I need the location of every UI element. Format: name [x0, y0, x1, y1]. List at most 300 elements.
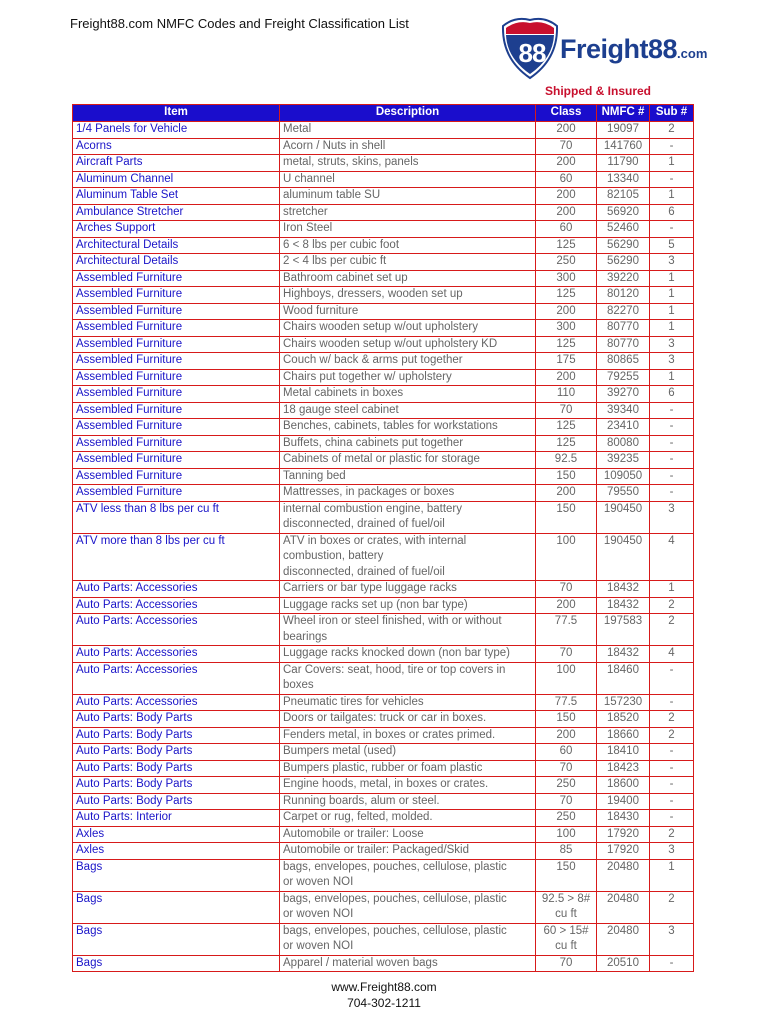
- table-header-row: [73, 105, 694, 122]
- item-cell-text: Bags: [76, 956, 103, 969]
- sub-cell-text: 5: [668, 238, 675, 251]
- class-cell-text: 125: [556, 337, 576, 350]
- class-cell: [536, 402, 597, 419]
- nmfc-cell-text: 17920: [607, 844, 639, 856]
- item-cell: [73, 810, 280, 827]
- footer-website[interactable]: www.Freight88.com: [331, 980, 437, 994]
- sub-cell-text: 4: [668, 647, 675, 659]
- nmfc-cell-text: 190450: [603, 534, 643, 547]
- description-cell: [280, 237, 536, 254]
- item-cell-text: Assembled Furniture: [76, 304, 183, 317]
- nmfc-cell: [597, 581, 650, 598]
- sub-cell-text: 1: [668, 304, 675, 317]
- class-cell: [536, 369, 597, 386]
- class-cell-text: 200: [556, 370, 576, 383]
- table-row: [73, 468, 694, 485]
- table-row: [73, 402, 694, 419]
- item-cell-text: 1/4 Panels for Vehicle: [76, 123, 188, 135]
- item-cell-text: Auto Parts: Accessories: [76, 663, 198, 676]
- table-body: [73, 122, 694, 972]
- item-cell: [73, 744, 280, 761]
- sub-cell: [650, 581, 694, 598]
- class-cell: [536, 270, 597, 287]
- sub-cell-text: 1: [668, 271, 675, 284]
- description-cell-text: internal combustion engine, battery disconnected, drained of fuel/oil: [283, 502, 462, 530]
- sub-cell: [650, 188, 694, 205]
- class-cell-text: 100: [556, 534, 576, 547]
- nmfc-cell-text: 190450: [603, 502, 643, 515]
- nmfc-cell-text: 56290: [607, 238, 639, 251]
- class-cell: [536, 843, 597, 860]
- sub-cell: [650, 614, 694, 646]
- class-cell: [536, 435, 597, 452]
- item-cell-text: Aircraft Parts: [76, 156, 143, 168]
- nmfc-cell: [597, 727, 650, 744]
- nmfc-cell-text: 20510: [607, 956, 639, 969]
- sub-cell-text: -: [669, 172, 674, 185]
- description-cell-text: Mattresses, in packages or boxes: [283, 486, 455, 498]
- class-cell: [536, 777, 597, 794]
- description-cell-text: bags, envelopes, pouches, cellulose, plastic or woven NOI: [283, 892, 507, 920]
- class-cell-text: 70: [559, 403, 573, 416]
- description-cell: [280, 826, 536, 843]
- description-cell: [280, 859, 536, 891]
- description-cell-text: bags, envelopes, pouches, cellulose, plastic or woven NOI: [283, 860, 507, 888]
- sub-cell-text: -: [669, 956, 674, 969]
- class-cell-text: 70: [559, 582, 573, 594]
- class-cell: [536, 171, 597, 188]
- footer-phone: 704-302-1211: [347, 996, 421, 1010]
- description-cell: [280, 336, 536, 353]
- nmfc-cell-text: 82270: [607, 304, 639, 317]
- description-cell-text: stretcher: [283, 205, 328, 218]
- class-cell: [536, 419, 597, 436]
- sub-cell: [650, 204, 694, 221]
- class-cell-text: 200: [556, 598, 576, 611]
- freight88-logo[interactable]: [500, 14, 710, 84]
- item-cell-text: Bags: [76, 860, 103, 873]
- nmfc-cell-text: 23410: [607, 420, 639, 432]
- description-cell: [280, 221, 536, 238]
- class-cell-text: 92.5 > 8# cu ft: [541, 892, 591, 920]
- description-cell-text: 18 gauge steel cabinet: [283, 403, 399, 416]
- sub-cell-text: 2: [668, 615, 675, 627]
- logo-domain: .com: [677, 46, 708, 61]
- table-row: [73, 188, 694, 205]
- sub-cell-text: 2: [668, 598, 675, 611]
- description-cell-text: Engine hoods, metal, in boxes or crates.: [283, 778, 489, 790]
- table-row: [73, 155, 694, 172]
- item-cell-text: Auto Parts: Body Parts: [76, 728, 193, 741]
- description-cell: [280, 353, 536, 370]
- class-cell-text: 150: [556, 860, 576, 873]
- class-cell-text: 125: [556, 238, 576, 251]
- nmfc-cell-text: 18600: [607, 778, 639, 790]
- description-cell-text: Pneumatic tires for vehicles: [283, 695, 424, 708]
- nmfc-cell: [597, 662, 650, 694]
- nmfc-cell: [597, 287, 650, 304]
- item-cell-text: Auto Parts: Accessories: [76, 598, 198, 611]
- class-cell: [536, 744, 597, 761]
- class-cell: [536, 303, 597, 320]
- sub-cell-text: 1: [668, 582, 675, 594]
- table-row: [73, 859, 694, 891]
- description-cell: [280, 435, 536, 452]
- nmfc-cell: [597, 923, 650, 955]
- description-cell-text: Benches, cabinets, tables for workstations: [283, 420, 498, 432]
- item-cell: [73, 419, 280, 436]
- description-cell-text: aluminum table SU: [283, 189, 381, 201]
- class-cell-text: 85: [559, 844, 573, 856]
- class-cell-text: 150: [556, 712, 576, 724]
- sub-cell-text: -: [669, 695, 674, 708]
- description-cell-text: Metal cabinets in boxes: [283, 387, 404, 399]
- description-cell: [280, 843, 536, 860]
- class-cell-text: 100: [556, 663, 576, 676]
- sub-cell-text: -: [669, 222, 674, 234]
- class-cell-text: 125: [556, 420, 576, 432]
- sub-cell: [650, 452, 694, 469]
- item-cell: [73, 711, 280, 728]
- nmfc-cell: [597, 221, 650, 238]
- class-cell: [536, 711, 597, 728]
- description-cell: [280, 711, 536, 728]
- item-cell-text: Auto Parts: Body Parts: [76, 794, 193, 807]
- nmfc-cell-text: 20480: [607, 924, 639, 937]
- nmfc-cell: [597, 646, 650, 663]
- description-cell: [280, 501, 536, 533]
- description-cell: [280, 204, 536, 221]
- class-cell: [536, 501, 597, 533]
- item-cell-text: Auto Parts: Accessories: [76, 695, 198, 708]
- class-cell: [536, 793, 597, 810]
- nmfc-cell-text: 80865: [607, 354, 639, 366]
- nmfc-cell-text: 141760: [603, 139, 643, 152]
- class-cell: [536, 452, 597, 469]
- description-cell: [280, 171, 536, 188]
- sub-cell-text: -: [669, 139, 674, 152]
- description-cell: [280, 646, 536, 663]
- item-cell: [73, 287, 280, 304]
- nmfc-cell: [597, 597, 650, 614]
- sub-cell: [650, 237, 694, 254]
- description-cell-text: Carpet or rug, felted, molded.: [283, 811, 433, 823]
- table-row: [73, 777, 694, 794]
- table-row: [73, 614, 694, 646]
- description-cell: [280, 369, 536, 386]
- class-cell: [536, 646, 597, 663]
- nmfc-cell-text: 18432: [607, 582, 639, 594]
- table-row: [73, 597, 694, 614]
- nmfc-cell: [597, 694, 650, 711]
- nmfc-cell-text: 80120: [607, 288, 639, 300]
- description-cell: [280, 419, 536, 436]
- item-cell: [73, 303, 280, 320]
- sub-cell-text: 2: [668, 827, 675, 840]
- item-cell: [73, 727, 280, 744]
- nmfc-cell-text: 82105: [607, 189, 639, 201]
- nmfc-cell-text: 197583: [603, 615, 643, 627]
- table-row: [73, 955, 694, 972]
- class-cell-text: 77.5: [554, 695, 578, 708]
- item-cell: [73, 843, 280, 860]
- class-cell-text: 250: [556, 255, 576, 267]
- item-cell-text: ATV less than 8 lbs per cu ft: [76, 502, 219, 515]
- description-cell: [280, 270, 536, 287]
- sub-cell-text: 4: [668, 534, 675, 547]
- table-row: [73, 452, 694, 469]
- table-row: [73, 727, 694, 744]
- description-cell-text: Doors or tailgates: truck or car in boxes.: [283, 712, 487, 724]
- sub-cell: [650, 744, 694, 761]
- nmfc-cell: [597, 336, 650, 353]
- description-cell-text: Bathroom cabinet set up: [283, 271, 408, 284]
- nmfc-cell-text: 18423: [607, 761, 639, 774]
- column-header-nmfc: NMFC #: [597, 105, 650, 122]
- nmfc-cell: [597, 419, 650, 436]
- table-row: [73, 353, 694, 370]
- class-cell: [536, 320, 597, 337]
- item-cell: [73, 155, 280, 172]
- class-cell-text: 60: [559, 172, 573, 185]
- item-cell: [73, 777, 280, 794]
- description-cell: [280, 891, 536, 923]
- description-cell: [280, 188, 536, 205]
- nmfc-cell: [597, 955, 650, 972]
- logo-number: 88: [518, 38, 546, 68]
- description-cell: [280, 287, 536, 304]
- nmfc-cell-text: 157230: [603, 695, 643, 708]
- class-cell: [536, 204, 597, 221]
- item-cell-text: Auto Parts: Accessories: [76, 582, 198, 594]
- sub-cell: [650, 221, 694, 238]
- item-cell-text: Assembled Furniture: [76, 436, 183, 449]
- sub-cell: [650, 254, 694, 271]
- item-cell: [73, 485, 280, 502]
- sub-cell-text: 2: [668, 123, 675, 135]
- description-cell-text: Chairs put together w/ upholstery: [283, 370, 452, 383]
- sub-cell-text: 3: [668, 337, 675, 350]
- item-cell-text: Auto Parts: Body Parts: [76, 778, 193, 790]
- table-row: [73, 662, 694, 694]
- nmfc-cell: [597, 826, 650, 843]
- description-cell: [280, 533, 536, 581]
- column-header-description: Description: [280, 105, 536, 122]
- item-cell-text: Architectural Details: [76, 255, 179, 267]
- nmfc-cell: [597, 760, 650, 777]
- sub-cell: [650, 501, 694, 533]
- item-cell-text: Assembled Furniture: [76, 337, 183, 350]
- description-cell-text: Buffets, china cabinets put together: [283, 436, 464, 449]
- table-row: [73, 138, 694, 155]
- description-cell: [280, 581, 536, 598]
- nmfc-cell-text: 19097: [607, 123, 639, 135]
- sub-cell-text: -: [669, 811, 674, 823]
- class-cell: [536, 353, 597, 370]
- class-cell: [536, 485, 597, 502]
- class-cell-text: 150: [556, 502, 576, 515]
- item-cell: [73, 955, 280, 972]
- nmfc-cell: [597, 810, 650, 827]
- item-cell: [73, 533, 280, 581]
- sub-cell: [650, 646, 694, 663]
- sub-cell-text: -: [669, 761, 674, 774]
- description-cell: [280, 402, 536, 419]
- class-cell-text: 60: [559, 745, 573, 757]
- column-header-sub: Sub #: [650, 105, 694, 122]
- nmfc-cell: [597, 254, 650, 271]
- sub-cell: [650, 270, 694, 287]
- item-cell: [73, 122, 280, 139]
- class-cell: [536, 727, 597, 744]
- class-cell: [536, 254, 597, 271]
- item-cell: [73, 336, 280, 353]
- item-cell: [73, 138, 280, 155]
- nmfc-cell-text: 20480: [607, 860, 639, 873]
- table-row: [73, 386, 694, 403]
- document-title: Freight88.com NMFC Codes and Freight Classification List: [70, 16, 409, 31]
- description-cell-text: Luggage racks set up (non bar type): [283, 598, 468, 611]
- class-cell-text: 250: [556, 778, 576, 790]
- sub-cell: [650, 485, 694, 502]
- column-header-item: Item: [73, 105, 280, 122]
- nmfc-cell-text: 52460: [607, 222, 639, 234]
- sub-cell-text: -: [669, 745, 674, 757]
- sub-cell-text: -: [669, 420, 674, 432]
- table-row: [73, 744, 694, 761]
- class-cell-text: 250: [556, 811, 576, 823]
- nmfc-cell-text: 56920: [607, 205, 639, 218]
- sub-cell: [650, 694, 694, 711]
- class-cell-text: 150: [556, 469, 576, 482]
- item-cell-text: Bags: [76, 892, 103, 905]
- table-row: [73, 435, 694, 452]
- nmfc-cell: [597, 188, 650, 205]
- description-cell-text: U channel: [283, 172, 335, 185]
- nmfc-cell: [597, 435, 650, 452]
- table-row: [73, 843, 694, 860]
- sub-cell: [650, 303, 694, 320]
- nmfc-cell-text: 80080: [607, 436, 639, 449]
- item-cell-text: Assembled Furniture: [76, 321, 183, 333]
- class-cell-text: 200: [556, 205, 576, 218]
- item-cell: [73, 402, 280, 419]
- description-cell: [280, 923, 536, 955]
- description-cell-text: Luggage racks knocked down (non bar type): [283, 647, 510, 659]
- table-row: [73, 122, 694, 139]
- nmfc-cell-text: 18460: [607, 663, 639, 676]
- nmfc-cell: [597, 891, 650, 923]
- sub-cell-text: -: [669, 778, 674, 790]
- class-cell-text: 70: [559, 956, 573, 969]
- sub-cell-text: 3: [668, 924, 675, 937]
- table-row: [73, 760, 694, 777]
- nmfc-cell: [597, 122, 650, 139]
- sub-cell: [650, 402, 694, 419]
- description-cell-text: Couch w/ back & arms put together: [283, 354, 463, 366]
- sub-cell: [650, 662, 694, 694]
- nmfc-cell-text: 79550: [607, 486, 639, 498]
- class-cell: [536, 662, 597, 694]
- description-cell-text: bags, envelopes, pouches, cellulose, plastic or woven NOI: [283, 924, 507, 952]
- item-cell-text: ATV more than 8 lbs per cu ft: [76, 534, 225, 547]
- sub-cell-text: 6: [668, 205, 675, 218]
- description-cell-text: ATV in boxes or crates, with internal combustion, battery disconnected, drained of fuel/oil: [283, 534, 467, 578]
- nmfc-cell: [597, 237, 650, 254]
- class-cell: [536, 188, 597, 205]
- description-cell: [280, 955, 536, 972]
- item-cell: [73, 468, 280, 485]
- sub-cell: [650, 760, 694, 777]
- nmfc-cell: [597, 614, 650, 646]
- description-cell: [280, 760, 536, 777]
- item-cell: [73, 254, 280, 271]
- item-cell-text: Auto Parts: Accessories: [76, 647, 198, 659]
- table-row: [73, 810, 694, 827]
- description-cell: [280, 468, 536, 485]
- item-cell: [73, 237, 280, 254]
- tagline: Shipped & Insured: [545, 84, 652, 98]
- table-row: [73, 171, 694, 188]
- class-cell-text: 300: [556, 271, 576, 284]
- nmfc-cell-text: 56290: [607, 255, 639, 267]
- item-cell: [73, 188, 280, 205]
- description-cell-text: Fenders metal, in boxes or crates primed.: [283, 728, 496, 741]
- item-cell: [73, 760, 280, 777]
- class-cell-text: 60: [559, 222, 573, 234]
- sub-cell: [650, 810, 694, 827]
- nmfc-cell-text: 20480: [607, 892, 639, 905]
- table-row: [73, 336, 694, 353]
- nmfc-cell: [597, 744, 650, 761]
- item-cell: [73, 435, 280, 452]
- description-cell: [280, 122, 536, 139]
- description-cell: [280, 694, 536, 711]
- description-cell: [280, 727, 536, 744]
- item-cell-text: Auto Parts: Body Parts: [76, 745, 193, 757]
- item-cell-text: Auto Parts: Body Parts: [76, 712, 193, 724]
- table-row: [73, 694, 694, 711]
- sub-cell: [650, 468, 694, 485]
- item-cell-text: Assembled Furniture: [76, 453, 183, 465]
- nmfc-cell: [597, 711, 650, 728]
- description-cell: [280, 138, 536, 155]
- description-cell-text: Running boards, alum or steel.: [283, 794, 440, 807]
- table-row: [73, 533, 694, 581]
- item-cell: [73, 646, 280, 663]
- nmfc-cell: [597, 171, 650, 188]
- class-cell: [536, 386, 597, 403]
- sub-cell-text: 3: [668, 354, 675, 366]
- description-cell-text: Bumpers plastic, rubber or foam plastic: [283, 761, 483, 774]
- item-cell: [73, 891, 280, 923]
- sub-cell-text: 2: [668, 712, 675, 724]
- class-cell: [536, 859, 597, 891]
- item-cell-text: Assembled Furniture: [76, 271, 183, 284]
- nmfc-cell-text: 39340: [607, 403, 639, 416]
- nmfc-cell-text: 39270: [607, 387, 639, 399]
- table-row: [73, 237, 694, 254]
- table-row: [73, 303, 694, 320]
- class-cell: [536, 955, 597, 972]
- nmfc-cell-text: 39235: [607, 453, 639, 465]
- class-cell: [536, 237, 597, 254]
- class-cell: [536, 122, 597, 139]
- class-cell-text: 77.5: [554, 615, 578, 627]
- description-cell: [280, 303, 536, 320]
- description-cell-text: 6 < 8 lbs per cubic foot: [283, 238, 400, 251]
- sub-cell-text: -: [669, 453, 674, 465]
